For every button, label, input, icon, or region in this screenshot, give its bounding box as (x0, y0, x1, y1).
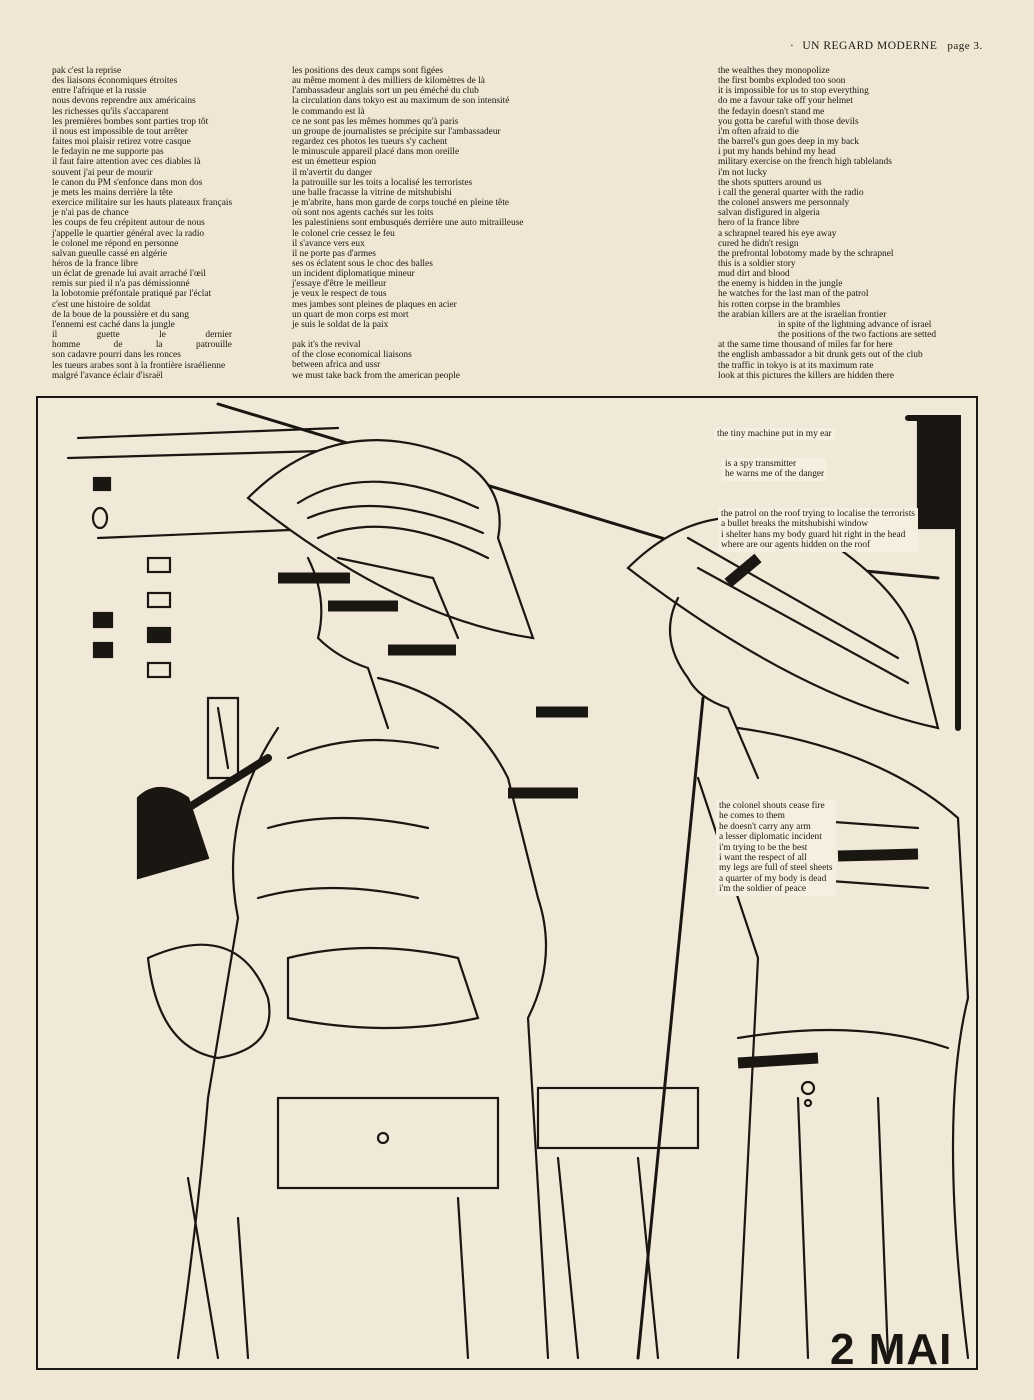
text-line: the arabian killers are at the israelian frontier (718, 309, 887, 320)
text-line: faites moi plaisir retirez votre casque (52, 137, 191, 148)
text-line: military exercise on the french high tablelands (718, 157, 892, 168)
text-line: ses os éclatent sous le choc des balles (292, 258, 433, 269)
french-text-column (52, 66, 282, 381)
text-line: je m'abrite, hans mon garde de corps touché en pleine tête (292, 198, 509, 209)
text-line: les tueurs arabes sont à la frontière israélienne (52, 360, 226, 371)
text-line: the shots sputters around us (718, 177, 822, 188)
text-line: malgré l'avance éclair d'israël (52, 370, 163, 381)
text-line: un éclat de grenade lui avait arraché l'œil (52, 269, 206, 280)
text-line: between africa and ussr (292, 360, 381, 371)
text-line: the barrel's gun goes deep in my back (718, 137, 859, 148)
text-line: je mets les mains derrière la tête (52, 187, 173, 198)
justified-line: homme de la patrouille (52, 340, 232, 351)
text-line: un quart de mon corps est mort (292, 309, 409, 320)
text-line: le canon du PM s'enfonce dans mon dos (52, 177, 203, 188)
text-line: in spite of the lightning advance of israel (778, 319, 932, 330)
text-line: the fedayin doesn't stand me (718, 106, 825, 117)
caption-2: is a spy transmitter he warns me of the danger (722, 458, 827, 481)
text-line: il nous est impossible de tout arrêter (52, 126, 188, 137)
english-text-column (718, 66, 988, 381)
text-line: the enemy is hidden in the jungle (718, 279, 843, 290)
text-line: you gotta be careful with those devils (718, 116, 859, 127)
illustration-panel (36, 396, 978, 1374)
text-line: je suis le soldat de la paix (292, 319, 389, 330)
text-line: le fedayin ne me supporte pas (52, 147, 164, 158)
text-line: remis sur pied il n'a pas démissionné (52, 279, 190, 290)
header-dot: · (790, 40, 795, 52)
text-line: the colonel answers me personnaly (718, 198, 850, 209)
text-line: le commando est là (292, 106, 365, 117)
text-line: his rotten corpse in the brambles (718, 299, 841, 310)
text-line: the wealthes they monopolize (718, 66, 830, 76)
text-line: il m'avertit du danger (292, 167, 373, 178)
text-line: les palestiniens sont embusqués derrière une auto mitrailleuse (292, 218, 524, 229)
text-line: des liaisons économiques étroites (52, 76, 178, 87)
text-line: the first bombs exploded too soon (718, 76, 846, 87)
text-line: l'ambassadeur anglais sort un peu éméché du club (292, 86, 479, 97)
french-text-column-2 (292, 66, 592, 381)
page-header (790, 40, 990, 52)
text-line: le minuscule appareil placé dans mon oreille (292, 147, 460, 158)
text-line: salvan disfigured in algeria (718, 208, 820, 219)
text-line: j'appelle le quartier général avec la radio (52, 228, 205, 239)
text-line: mes jambes sont pleines de plaques en acier (292, 299, 457, 310)
text-line: les premières bombes sont parties trop tôt (52, 116, 209, 127)
text-line: les positions des deux camps sont figées (292, 66, 444, 76)
text-line: l'ennemi est caché dans la jungle (52, 319, 175, 330)
text-line: souvent j'ai peur de mourir (52, 167, 153, 178)
text-line: exercice militaire sur les hauts plateaux français (52, 198, 233, 209)
text-line: i'm often afraid to die (718, 126, 799, 137)
text-line: la circulation dans tokyo est au maximum de son intensité (292, 96, 510, 107)
text-line: il s'avance vers eux (292, 238, 365, 249)
text-line: i'm not lucky (718, 167, 768, 178)
text-line: il ne porte pas d'armes (292, 248, 376, 259)
caption-1: the tiny machine put in my ear (714, 428, 835, 440)
text-line: he watches for the last man of the patrol (718, 289, 869, 300)
text-line: ce ne sont pas les mêmes hommes qu'à paris (292, 116, 459, 127)
text-line: regardez ces photos les tueurs s'y cachent (292, 137, 448, 148)
text-line: il faut faire attention avec ces diables là (52, 157, 201, 168)
text-line: est un émetteur espion (292, 157, 377, 168)
text-line: la lobotomie préfontale pratiqué par l'éclat (52, 289, 212, 300)
text-line: i put my hands behind my head (718, 147, 836, 158)
text-line: le colonel me répond en personne (52, 238, 179, 249)
text-line: the prefrontal lobotomy made by the schrapnel (718, 248, 894, 259)
text-line: i call the general quarter with the radio (718, 187, 864, 198)
text-line: this is a soldier story (718, 258, 796, 269)
text-line: héros de la france libre (52, 258, 138, 269)
text-line: un incident diplomatique mineur (292, 269, 415, 280)
text-line: at the same time thousand of miles far for here (718, 340, 893, 351)
justified-line: il guette le dernier (52, 330, 232, 341)
publication-title: UN REGARD MODERNE (802, 40, 938, 52)
caption-4: the colonel shouts cease fire he comes to them he doesn't carry any arm a lesser diplomatic incident i'm trying to be the best i want the respect of all my legs are full of steel sheets a quarter of my body is dead i'm the soldier of peace (716, 800, 836, 896)
text-line: où sont nos agents cachés sur les toits (292, 208, 434, 219)
text-line: je n'ai pas de chance (52, 208, 129, 219)
text-line: le colonel crie cessez le feu (292, 228, 395, 239)
text-line: nous devons reprendre aux américains (52, 96, 196, 107)
text-line: la patrouille sur les toits a localisé les terroristes (292, 177, 473, 188)
text-line: son cadavre pourri dans les ronces (52, 350, 181, 361)
text-line: les richesses qu'ils s'accaparent (52, 106, 169, 117)
text-line: entre l'afrique et la russie (52, 86, 147, 97)
text-line: salvan gueulle cassé en algérie (52, 248, 168, 259)
text-line: une balle fracasse la vitrine de mitshubishi (292, 187, 452, 198)
text-line: of the close economical liaisons (292, 350, 412, 361)
text-line: j'essaye d'être le meilleur (292, 279, 387, 290)
text-line: je veux le respect de tous (292, 289, 387, 300)
caption-3: the patrol on the roof trying to localise the terrorists a bullet breaks the mitshubishi window i shelter hans my body guard hit right in the head where are our agents hidden on the roof (718, 508, 918, 552)
text-line: c'est une histoire de soldat (52, 299, 151, 310)
text-line: de la boue de la poussière et du sang (52, 309, 189, 320)
text-line: hero of la france libre (718, 218, 800, 229)
text-line: the traffic in tokyo is at its maximum rate (718, 360, 874, 371)
text-line: les coups de feu crépitent autour de nous (52, 218, 205, 229)
page-number: page 3. (947, 40, 983, 52)
text-line: pak it's the revival (292, 340, 361, 351)
text-line: the positions of the two factions are setted (778, 330, 937, 341)
text-line: un groupe de journalistes se précipite sur l'ambassadeur (292, 126, 501, 137)
date-headline: 2 MAI (830, 1325, 953, 1374)
text-line: au même moment à des milliers de kilomètres de là (292, 76, 485, 87)
text-line: it is impossible for us to stop everything (718, 86, 869, 97)
text-line: pak c'est la reprise (52, 66, 122, 76)
text-line: look at this pictures the killers are hidden there (718, 370, 894, 381)
text-line: the english ambassador a bit drunk gets out of the club (718, 350, 923, 361)
text-line: do me a favour take off your helmet (718, 96, 853, 107)
text-line: mud dirt and blood (718, 269, 790, 280)
text-line: we must take back from the american people (292, 370, 460, 381)
text-line: cured he didn't resign (718, 238, 799, 249)
text-line: a schrapnel teared his eye away (718, 228, 837, 239)
